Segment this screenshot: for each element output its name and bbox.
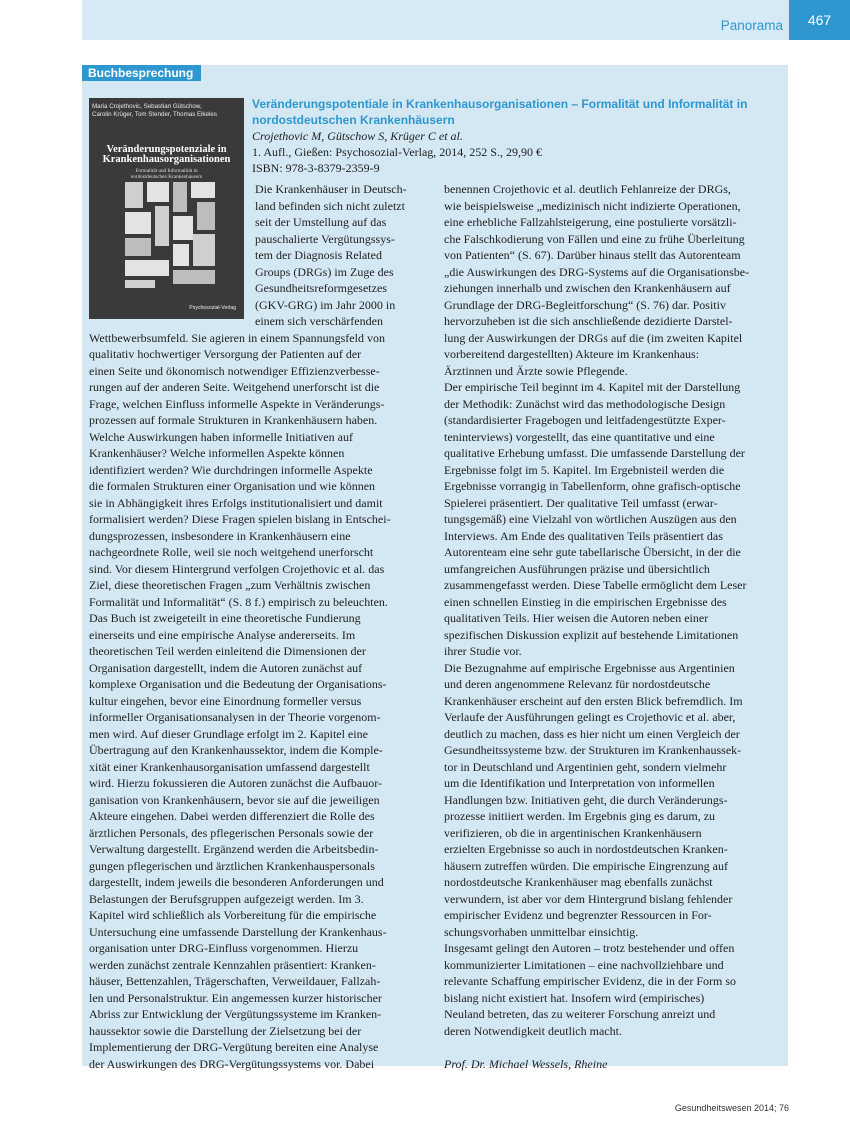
text-line: tem der Diagnosis Related	[255, 248, 382, 262]
text-line: der Auswirkungen des DRG-Vergütungssystems vor. Dabei	[89, 1056, 375, 1071]
text-line: sie in Abhängigkeit ihres Erfolgs institutionalisiert und damit	[89, 495, 383, 510]
text-line: xität einer Krankenhausorganisation umfassend dargestellt	[89, 759, 370, 774]
text-line: wie beispielsweise „medizinisch nicht indizierte Operationen,	[444, 198, 741, 213]
text-line: Grundlage der DRG-Begleitforschung“ (S. 76) dar. Positiv	[444, 297, 726, 312]
book-header	[252, 96, 772, 176]
text-line	[444, 1039, 780, 1056]
book-title-line1: Veränderungspotentiale in Krankenhausorganisationen – Formalität und Informalität in	[252, 97, 748, 111]
text-line: der Methodik: Zunächst wird das methodologische Design	[444, 396, 726, 411]
text-line: verifizieren, ob die in argentinischen Krankenhäusern	[444, 825, 702, 840]
text-line: relevante Schaffung empirischer Evidenz, die in der Form so	[444, 974, 737, 988]
text-line: tor in Deutschland und Argentinien geht, sondern vielmehr	[444, 759, 727, 774]
text-line: umfangreichen Ausführungen präzise und übersichtlich	[444, 561, 710, 576]
text-line: bislang nicht existiert hat. Insofern wird (empirisches)	[444, 990, 705, 1005]
text-line: wird. Hierzu fokussieren die Autoren zunächst die Aufbauor-	[89, 776, 383, 790]
text-line: Gesundheitsreformgesetzes	[255, 281, 387, 295]
text-line: einen schnellen Einstieg in die empirischen Ergebnisse des	[444, 594, 727, 609]
text-line: len und Personalstruktur. Ein angemessen kurzer historischer	[89, 990, 382, 1005]
text-line: schungsvorhaben unmittelbar einsichtig.	[444, 924, 639, 939]
text-line: spezifischen Diskussion explizit auf bestehende Limitationen	[444, 627, 739, 642]
section-title: Panorama	[720, 18, 783, 33]
text-line: gungen pflegerischen und ärztlichen Krankenhauspersonals	[89, 858, 375, 873]
text-line: Implementierung der DRG-Vergütung bereiten eine Analyse	[89, 1040, 379, 1054]
text-line: (GKV-GRG) im Jahr 2000 in	[255, 297, 396, 312]
text-line: haussektor sowie die Darstellung der Zielsetzung bei der	[89, 1023, 362, 1038]
text-line: Ziel, diese theoretischen Fragen „zum Verhältnis zwischen	[89, 578, 371, 592]
reviewer-signature: Prof. Dr. Michael Wessels, Rheine	[444, 1056, 608, 1071]
text-line: Handlungen bzw. Initiativen geht, die durch Veränderungs-	[444, 792, 728, 807]
text-line: Krankenhäuser? Welche informellen Aspekte können	[89, 446, 345, 460]
text-line: qualitativen Teils. Hier weisen die Autoren neben einer	[444, 611, 709, 625]
text-line: dargestellt, indem jeweils die besonderen Anforderungen und	[89, 875, 384, 889]
text-line: einerseits und eine empirische Analyse andererseits. Im	[89, 627, 356, 642]
cover-authors: Maria Crojethovic, Sebastian Gütschow, Carolin Krüger, Tom Stender, Thomas Elkeles	[92, 103, 217, 118]
text-line: theoretischen Teil werden einleitend die Dimensionen der	[89, 644, 366, 658]
text-line: sind. Vor diesem Hintergrund verfolgen Crojethovic et al. das	[89, 561, 385, 576]
text-line: che Falschkodierung von Fällen und eine zu frühe Überleitung	[444, 231, 745, 246]
book-authors: Crojethovic M, Gütschow S, Krüger C et al.	[252, 129, 463, 143]
text-line: qualitativ hochwertiger Versorgung der Patienten auf der	[89, 347, 362, 361]
text-line: Interviews. Am Ende des qualitativen Teils präsentiert das	[444, 528, 723, 543]
header-bar	[82, 0, 789, 40]
text-line: seit der Umstellung auf das	[255, 215, 387, 229]
text-line: ziehungen innerhalb und zwischen den Krankenhäusern auf	[444, 281, 731, 295]
text-line: identifiziert werden? Wie durchdringen informelle Aspekte	[89, 462, 373, 477]
text-line: benennen Crojethovic et al. deutlich Fehlanreize der DRGs,	[444, 182, 731, 196]
text-line: häuser, Bettenzahlen, Trägerschaften, Verweildauer, Fallzah-	[89, 974, 381, 988]
text-line: ärztlichen Personals, des pflegerischen Personals sowie der	[89, 825, 374, 840]
text-line: ganisation von Krankenhäusern, bevor sie auf die jeweiligen	[89, 792, 380, 807]
text-line: Belastungen der Berufsgruppen aufgezeigt werden. Im 3.	[89, 891, 364, 906]
text-line: prozesse initiiert werden. Im Ergebnis ging es darum, zu	[444, 809, 716, 823]
text-line: hervorzuheben ist die sich anschließende dezidierte Darstel-	[444, 314, 733, 328]
text-line: Untersuchung eine umfassende Darstellung der Krankenhaus-	[89, 924, 387, 939]
text-line: Krankenhäuser erscheint auf den ersten Blick befremdlich. Im	[444, 693, 743, 708]
text-line: nachgeordnete Rolle, weil sie noch weitgehend unerforscht	[89, 545, 374, 559]
text-line: rungen auf der anderen Seite. Weitgehend unerforscht ist die	[89, 380, 380, 394]
text-line: Abriss zur Entwicklung der Vergütungssysteme im Kranken-	[89, 1007, 382, 1021]
text-line: vorbereitend dargestellten) Akteure im Krankenhaus:	[444, 347, 700, 361]
text-line: Verwaltung dargestellt. Ergänzend werden die Arbeitsbedin-	[89, 842, 379, 856]
book-title-line2: nordostdeutschen Krankenhäusern	[252, 113, 455, 127]
text-line: eine erhebliche Fallzahlsteigerung, eine postulierte vorsätzli-	[444, 215, 737, 229]
text-line: organisation unter DRG-Einfluss vorgenommen. Hierzu	[89, 941, 359, 955]
text-line: men wird. Auf dieser Grundlage erfolgt im 2. Kapitel eine	[89, 726, 368, 741]
cover-title: Veränderungspotenziale in Krankenhausorganisationen	[102, 144, 231, 165]
text-line: land befinden sich nicht zuletzt	[255, 198, 405, 213]
text-line: lung der Auswirkungen der DRGs auf die (im zweiten Kapitel	[444, 330, 743, 345]
review-column-left	[89, 181, 429, 1072]
text-line: Kapitel wird schließlich als Vorbereitung für die empirische	[89, 908, 377, 922]
review-column-right	[444, 181, 780, 1072]
text-line: dungsprozessen, insbesondere in Krankenhäusern eine	[89, 528, 351, 543]
text-line: Das Buch ist zweigeteilt in eine theoretische Fundierung	[89, 611, 361, 625]
text-line: Übertragung auf den Krankenhaussektor, indem die Komple-	[89, 743, 383, 757]
text-line: teninterviews) vorgestellt, das eine quantitative und eine	[444, 429, 715, 444]
text-line: Groups (DRGs) im Zuge des	[255, 264, 394, 279]
text-line: Wettbewerbsumfeld. Sie agieren in einem Spannungsfeld von	[89, 330, 385, 345]
text-line: Formalität und Informalität“ (S. 8 f.) empirisch zu beleuchten.	[89, 594, 388, 609]
page-number: 467	[789, 0, 850, 40]
text-line: nordostdeutsche Krankenhäuser mag ebenfalls zunächst	[444, 875, 713, 889]
text-line: Spielerei präsentiert. Der qualitative Teil umfasst (erwar-	[444, 495, 718, 510]
book-edition: 1. Aufl., Gießen: Psychosozial-Verlag, 2014, 252 S., 29,90 €	[252, 145, 542, 159]
text-line: Ergebnisse vorrangig in Tabellenform, ohne grafisch-optische	[444, 479, 741, 493]
text-line: Organisation dargestellt, indem die Autoren zunächst auf	[89, 660, 363, 675]
text-line: tungsgemäß) eine Vielzahl von wörtlichen Auszügen aus den	[444, 512, 737, 526]
category-tag: Buchbesprechung	[82, 65, 201, 81]
text-line: „die Auswirkungen des DRG-Systems auf die Organisationsbe-	[444, 264, 750, 279]
text-line: Insgesamt gelingt den Autoren – trotz bestehender und offen	[444, 941, 735, 955]
text-line: deutlich zu machen, dass es hier nicht um einen Vergleich der	[444, 726, 740, 741]
text-line: Die Bezugnahme auf empirische Ergebnisse aus Argentinien	[444, 660, 735, 675]
text-line: um die Identifikation und Interpretation von informellen	[444, 776, 715, 790]
text-line: einem sich verschärfenden	[255, 314, 383, 328]
text-line: informeller Organisationsanalysen in der Theorie vorgenom-	[89, 710, 381, 724]
text-line: qualitative Erhebung umfasst. Die umfassende Darstellung der	[444, 446, 745, 460]
text-line: kultur eingehen, bevor eine Einordnung formeller versus	[89, 693, 362, 708]
text-line: von Patienten“ (S. 67). Darüber hinaus stellt das Autorenteam	[444, 248, 741, 262]
text-line: Akteure eingehen. Dabei werden differenziert die Rolle des	[89, 809, 375, 823]
text-line: die formalen Strukturen einer Organisation und wie können	[89, 479, 376, 493]
text-line: ihrer Studie vor.	[444, 644, 522, 658]
text-line: Die Krankenhäuser in Deutsch-	[255, 182, 407, 196]
cover-subtitle: Formalität und Informalität in nordostdeutschen Krankenhäusern	[130, 168, 203, 180]
text-line: deren Notwendigkeit deutlich macht.	[444, 1023, 622, 1038]
text-line: erzielten Ergebnisse so auch in nordostdeutschen Kranken-	[444, 842, 728, 856]
text-line: komplexe Organisation und die Bedeutung der Organisations-	[89, 677, 387, 691]
journal-footer: Gesundheitswesen 2014; 76	[674, 1103, 789, 1113]
text-line: Der empirische Teil beginnt im 4. Kapitel mit der Darstellung	[444, 380, 741, 394]
text-line: verwundern, ist aber vor dem Hintergrund bislang fehlender	[444, 891, 733, 906]
text-line: werden zunächst zentrale Kennzahlen präsentiert: Kranken-	[89, 957, 376, 972]
text-line: Ergebnisse folgt im 5. Kapitel. Im Ergebnisteil werden die	[444, 462, 725, 477]
text-line: empirischer Evidenz und begrenzter Ressourcen in For-	[444, 908, 712, 922]
text-line: Verlaufe der Ausführungen gelingt es Crojethovic et al. aber,	[444, 710, 736, 724]
text-line: (standardisierter Fragebogen und leitfadengestützte Exper-	[444, 413, 726, 427]
book-isbn: ISBN: 978-3-8379-2359-9	[252, 161, 380, 175]
text-line: Frage, welchen Einfluss informelle Aspekte in Veränderungs-	[89, 396, 385, 411]
text-line: Neuland betreten, das zu weiterer Forschung anreizt und	[444, 1007, 716, 1021]
text-line: formalisiert werden? Diese Fragen spielen bislang in Entschei-	[89, 512, 391, 526]
text-line: kommunizierter Limitationen – eine nachvollziehbare und	[444, 957, 724, 972]
text-line: Ärztinnen und Ärzte sowie Pflegende.	[444, 363, 628, 378]
text-line: und deren angenommene Relevanz für nordostdeutsche	[444, 677, 711, 691]
text-line: Gesundheitssysteme bzw. der Strukturen im Krankenhaussek-	[444, 743, 742, 757]
text-line: Autorenteam eine sehr gute tabellarische Übersicht, in der die	[444, 545, 741, 559]
text-line: pauschalierte Vergütungssys-	[255, 231, 395, 246]
text-line: einen Seite und ökonomisch notwendiger Effizienzverbesse-	[89, 363, 380, 378]
cover-publisher: Psychosozial-Verlag	[189, 305, 236, 311]
text-line: prozessen auf formale Strukturen in Krankenhäusern haben.	[89, 413, 378, 427]
text-line: häusern zutreffen würden. Die empirische Eingrenzung auf	[444, 858, 728, 873]
text-line: Welche Auswirkungen haben informelle Initiativen auf	[89, 429, 353, 444]
text-line: zusammengefasst werden. Diese Tabelle ermöglicht dem Leser	[444, 578, 747, 592]
